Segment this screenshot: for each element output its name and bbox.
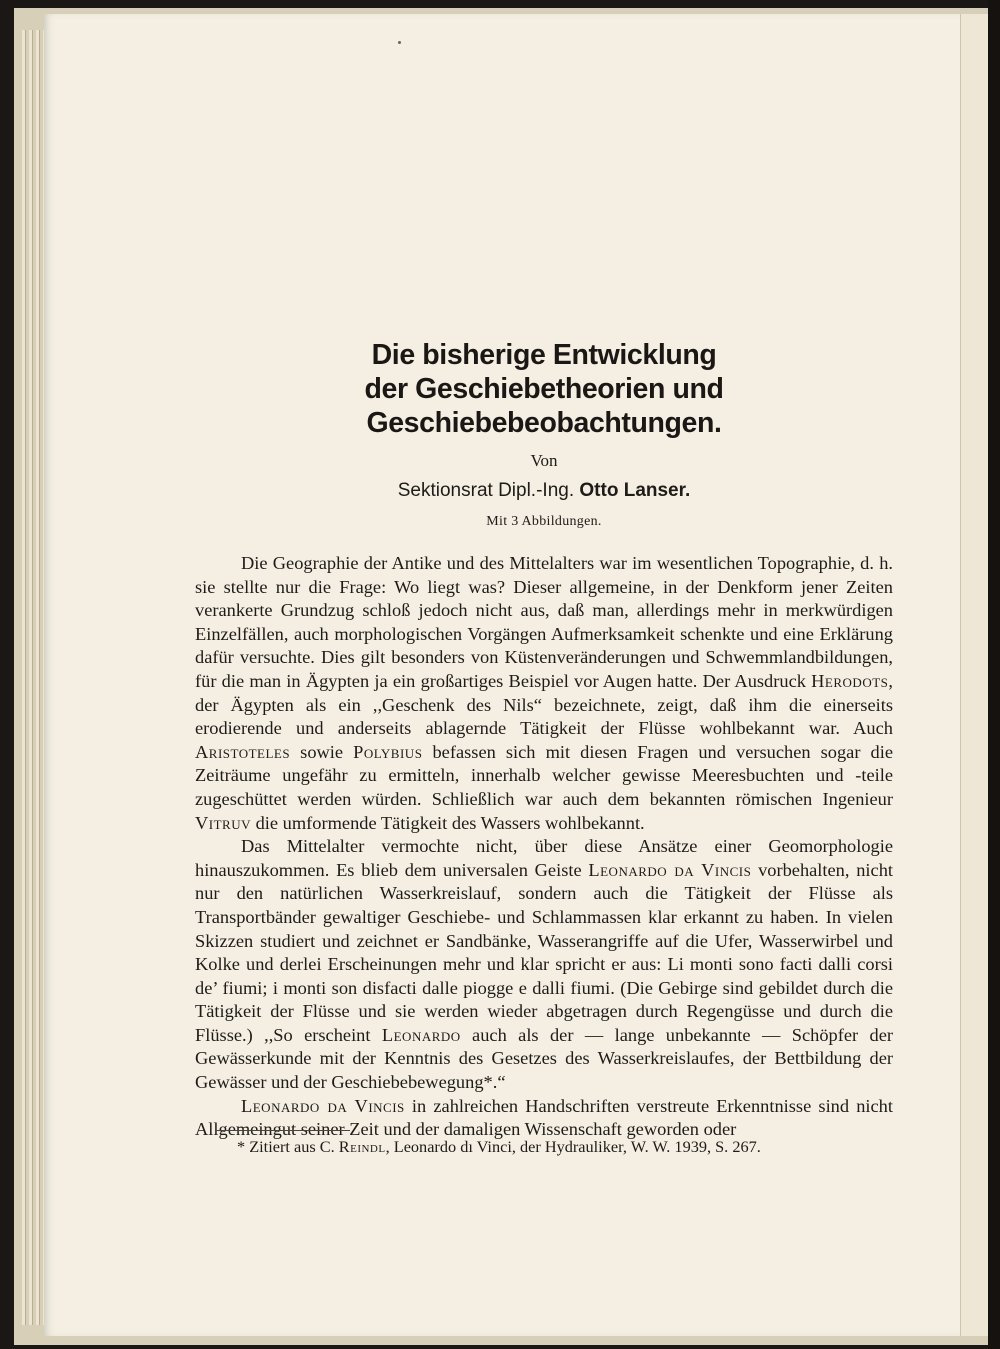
paragraph-1	[195, 552, 893, 835]
text-run: Das Mittelalter vermochte nicht, über diese Ansätze einer Geomorphologie hinauszukommen. Es blieb dem universalen Geiste	[195, 836, 893, 880]
text-run: , der Ägypten als ein ,,Geschenk des Nils“ bezeichnete, zeigt, daß ihm die einerseits erodierende und anderseits ablagernde Tätigkeit der Flüsse wohlbekannt war. Auch	[195, 670, 893, 739]
paper-speck	[398, 41, 401, 44]
title-line-1: Die bisherige Entwicklung	[371, 339, 717, 371]
text-run: sowie	[290, 741, 354, 762]
name-leonardo: Leonardo	[381, 1024, 461, 1045]
byline-von: Von	[530, 451, 558, 470]
page-edge	[29, 30, 33, 1325]
paragraph-3	[195, 1095, 893, 1142]
name-vitruv: Vitruv	[195, 812, 251, 833]
footnote-rule	[215, 1130, 350, 1131]
page-edge	[22, 30, 26, 1325]
article-title	[195, 338, 893, 440]
name-polybius: Polybius	[353, 741, 423, 762]
text-run: befassen sich mit diesen Fragen und versuchen sogar die Zeiträume ungefähr zu ermitteln, innerhalb welcher gewisse Meeresbuchten und -teile zugeschüttet werden würden. Schließlich war auch dem bekannten römischen Ingenieur	[195, 741, 893, 809]
text-run: in zahlreichen Handschriften verstreute Erkenntnisse sind nicht Allgemeingut seiner Zeit und der damaligen Wissenschaft geworden oder	[195, 1095, 893, 1140]
text-run: die umformende Tätigkeit des Wassers wohlbekannt.	[251, 812, 645, 833]
page-edge	[36, 30, 40, 1325]
text-run: auch als der — lange unbekannte — Schöpfer der Gewässerkunde mit der Kenntnis des Gesetzes des Wasserkreislaufes, der Bettbildung der Gewässer und der Geschiebebewegung*.“	[195, 1024, 893, 1093]
name-leonardo-da-vincis: Leonardo da Vincis	[588, 859, 752, 880]
scan-border	[988, 0, 1000, 1349]
illustrations-note: Mit 3 Abbildungen.	[486, 514, 602, 529]
name-leonardo-da-vincis: Leonardo da Vincis	[241, 1095, 405, 1116]
text-run: vorbehalten, nicht nur den natürlichen Wasserkreislauf, sondern auch die Tätigkeit der Flüsse als Transportbänder gewaltiger Geschiebe- und Schlammassen klar erkannt zu haben. In vielen Skizzen studiert und zeichnet er Sandbänke, Wasserangriffe auf die Ufer, Wasserwirbel und Kolke und derlei Erscheinungen mehr und klar spricht er aus: Li monti sono facti dalli corsi de’ fiumi; i monti son disfacti dalle piogge e dalli fiumi. (Die Gebirge sind gebildet durch die Tätigkeit der Flüsse und sie werden wieder abgetragen durch Regengüsse und durch die Flüsse.) ,,So erscheint	[195, 859, 893, 1045]
name-aristoteles: Aristoteles	[195, 741, 291, 762]
author-name: Otto Lanser.	[579, 480, 691, 501]
name-reindl: Reindl	[338, 1137, 386, 1156]
facing-page-edge	[960, 14, 989, 1336]
text-run: Die Geographie der Antike und des Mittelalters war im wesentlichen Topographie, d. h. sie stellte nur die Frage: Wo liegt was? Dieser allgemeine, in der Denkform jener Zeiten verankerte Grundzug schloß jedoch nicht aus, daß man, allerdings mehr in merkwürdigen Einzelfällen, auch morphologischen Vorgängen Aufmerksamkeit schenkte und eine Erklärung dafür versuchte. Dies gilt besonders von Küstenveränderungen und Schwemmlandbildungen, für die man in Ägypten ja ein großartiges Beispiel vor Augen hatte. Der Ausdruck	[195, 553, 893, 691]
text-run: , Leonardo dı Vinci, der Hydrauliker, W. W. 1939, S. 267.	[385, 1137, 761, 1156]
name-herodots: Herodots	[811, 670, 889, 691]
article-body	[195, 338, 893, 1142]
paragraph-2	[195, 835, 893, 1095]
text-run: * Zitiert aus C.	[237, 1137, 339, 1156]
author-line	[195, 479, 893, 503]
author-prefix: Sektionsrat Dipl.-Ing.	[397, 480, 575, 501]
title-line-2: der Geschiebetheorien und Geschiebebeobachtungen.	[364, 373, 724, 439]
footnote	[237, 1136, 897, 1158]
